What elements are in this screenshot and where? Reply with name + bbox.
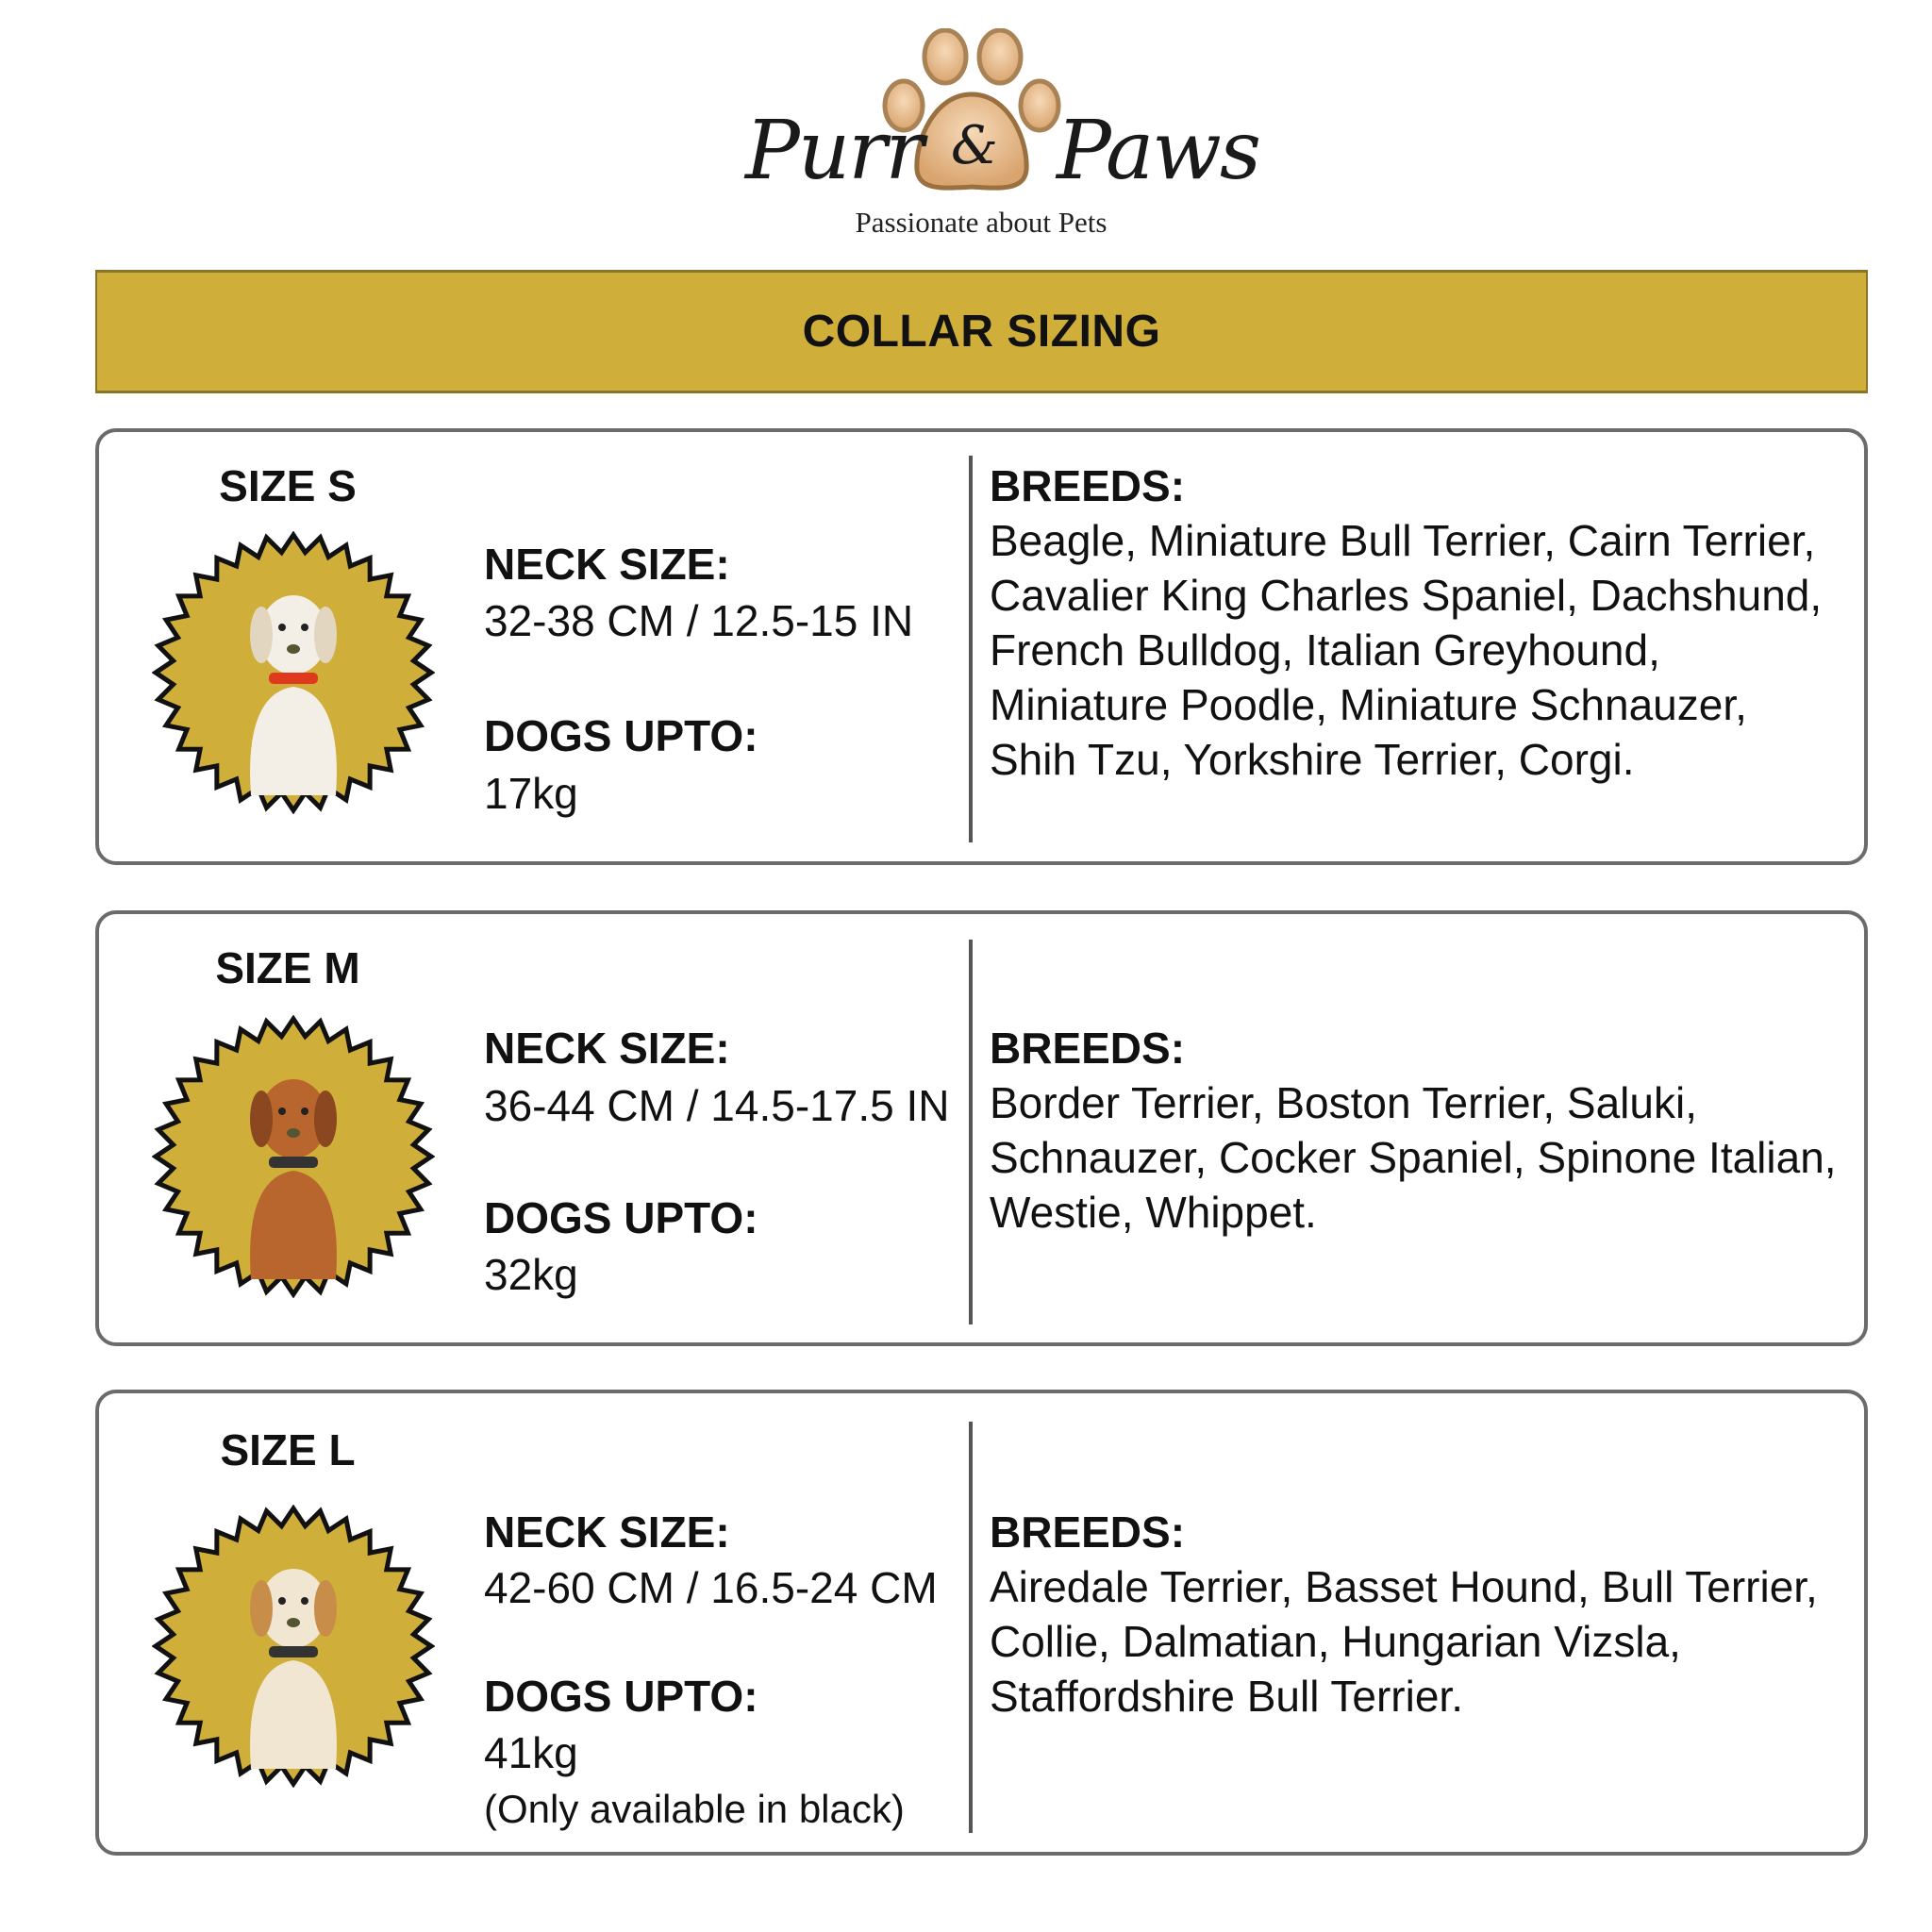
logo-text-left: Purr bbox=[745, 104, 923, 198]
breeds-list: Airedale Terrier, Basset Hound, Bull Terrier, Collie, Dalmatian, Hungarian Vizsla, Staffordshire Bull Terrier. bbox=[990, 1562, 1818, 1721]
dogs-upto-value: 17kg bbox=[484, 769, 578, 818]
brand-logo bbox=[736, 28, 1260, 255]
neck-size-label: NECK SIZE: bbox=[484, 540, 730, 589]
size-label: SIZE M bbox=[215, 943, 360, 992]
size-card-s bbox=[95, 428, 1868, 865]
banner-title: COLLAR SIZING bbox=[802, 307, 1161, 357]
dog-photo-badge bbox=[152, 531, 435, 814]
breeds-label: BREEDS: bbox=[990, 1024, 1186, 1073]
breeds-label: BREEDS: bbox=[990, 1507, 1186, 1557]
dogs-upto-label: DOGS UPTO: bbox=[484, 1193, 758, 1242]
breeds-label: BREEDS: bbox=[990, 461, 1186, 510]
dogs-upto-label: DOGS UPTO: bbox=[484, 711, 758, 760]
logo-ampersand: & bbox=[951, 115, 996, 176]
divider bbox=[969, 940, 973, 1324]
breeds-list: Border Terrier, Boston Terrier, Saluki, Schnauzer, Cocker Spaniel, Spinone Italian, Westie, Whippet. bbox=[990, 1078, 1837, 1237]
logo-text-right: Paws bbox=[1057, 104, 1260, 198]
dogs-upto-value: 32kg bbox=[484, 1250, 578, 1299]
divider bbox=[969, 456, 973, 842]
dog-photo-badge bbox=[152, 1015, 435, 1298]
divider bbox=[969, 1422, 973, 1833]
neck-size-value: 32-38 CM / 12.5-15 IN bbox=[484, 596, 914, 645]
neck-size-value: 36-44 CM / 14.5-17.5 IN bbox=[484, 1081, 950, 1130]
neck-size-label: NECK SIZE: bbox=[484, 1507, 730, 1557]
dog-photo-badge bbox=[152, 1505, 435, 1788]
size-card-m bbox=[95, 910, 1868, 1346]
neck-size-value: 42-60 CM / 16.5-24 CM bbox=[484, 1563, 938, 1612]
neck-size-label: NECK SIZE: bbox=[484, 1024, 730, 1073]
availability-note: (Only available in black) bbox=[484, 1787, 905, 1831]
dogs-upto-value: 41kg bbox=[484, 1728, 578, 1777]
dogs-upto-label: DOGS UPTO: bbox=[484, 1672, 758, 1721]
size-label: SIZE S bbox=[219, 461, 357, 510]
collar-sizing-banner bbox=[95, 270, 1868, 393]
size-label: SIZE L bbox=[220, 1425, 356, 1474]
breeds-list: Beagle, Miniature Bull Terrier, Cairn Terrier, Cavalier King Charles Spaniel, Dachshund, French Bulldog, Italian Greyhound, Miniature Poodle, Miniature Schnauzer, Shih Tzu, Yorkshire Terrier, Corgi. bbox=[990, 516, 1823, 784]
size-card-l bbox=[95, 1390, 1868, 1856]
tagline: Passionate about Pets bbox=[855, 206, 1108, 239]
